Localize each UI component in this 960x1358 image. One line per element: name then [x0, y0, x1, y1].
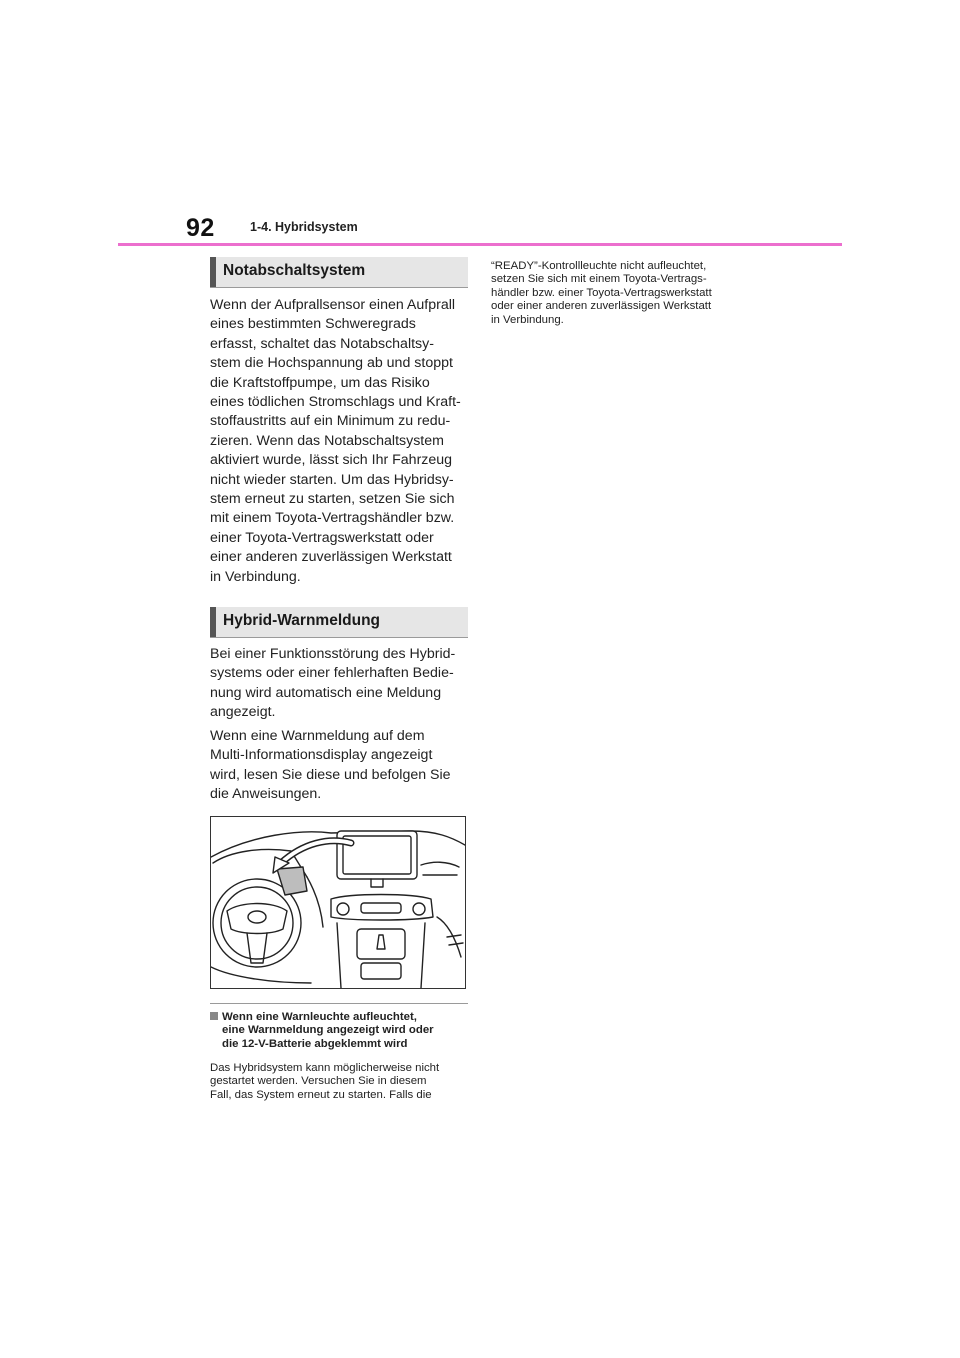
- section-heading-hybrid-warnmeldung: [210, 607, 468, 638]
- note-heading-line: die 12-V-Batterie abgeklemmt wird: [222, 1037, 408, 1050]
- text-line: einer Toyota-Vertragswerkstatt oder: [210, 529, 434, 546]
- text-line: aktiviert wurde, lässt sich Ihr Fahrzeug: [210, 452, 453, 469]
- text-line: Multi-Informationsdisplay angezeigt: [210, 747, 433, 764]
- note-line: in Verbindung.: [491, 313, 564, 326]
- note-text: [210, 1062, 472, 1102]
- section-heading-bar: [210, 607, 216, 637]
- text-line: angezeigt.: [210, 704, 276, 721]
- section-body-notabschaltsystem: [210, 296, 472, 587]
- figure-divider: [210, 1003, 468, 1004]
- text-line: stoffaustritts auf ein Minimum zu redu-: [210, 413, 451, 430]
- multi-information-display: [277, 867, 307, 895]
- text-line: nicht wieder starten. Um das Hybridsy-: [210, 471, 454, 488]
- text-line: die Anweisungen.: [210, 786, 322, 803]
- text-line: einer anderen zuverlässigen Werkstatt: [210, 549, 452, 566]
- section-heading-bar: [210, 257, 216, 287]
- text-line: Bei einer Funktionsstörung des Hybrid-: [210, 646, 456, 662]
- text-line: wird, lesen Sie diese und befolgen Sie: [210, 766, 451, 783]
- text-line: mit einem Toyota-Vertragshändler bzw.: [210, 510, 455, 527]
- section-heading-title: Hybrid-Warnmeldung: [223, 612, 381, 629]
- section-body-hybrid-warnmeldung-p1: [210, 645, 472, 723]
- section-body-hybrid-warnmeldung-p2: [210, 727, 472, 805]
- dashboard-illustration: [210, 816, 466, 989]
- text-line: in Verbindung.: [210, 568, 301, 585]
- note-heading-line: eine Warnmeldung angezeigt wird oder: [222, 1024, 434, 1037]
- note-line: “READY”-Kontrollleuchte nicht aufleuchtet,: [491, 260, 707, 272]
- note-line: setzen Sie sich mit einem Toyota-Vertrags-: [491, 273, 707, 286]
- note-line: händler bzw. einer Toyota-Vertragswerkstatt: [491, 286, 712, 299]
- text-line: systems oder einer fehlerhaften Bedie-: [210, 665, 454, 682]
- page-number: 92: [186, 214, 215, 242]
- text-line: nung wird automatisch eine Meldung: [210, 684, 442, 701]
- chapter-title: 1-4. Hybridsystem: [250, 220, 358, 234]
- text-line: eines bestimmten Schweregrads: [210, 316, 416, 333]
- note-line: gestartet werden. Versuchen Sie in diesem: [210, 1075, 427, 1088]
- text-line: eines tödlichen Stromschlags und Kraft-: [210, 394, 461, 411]
- text-line: die Kraftstoffpumpe, um das Risiko: [210, 374, 430, 391]
- note-line: Das Hybridsystem kann möglicherweise nicht: [210, 1062, 440, 1074]
- text-line: erfasst, schaltet das Notabschaltsy-: [210, 335, 434, 352]
- note-continuation: [491, 260, 753, 327]
- note-heading-line: Wenn eine Warnleuchte aufleuchtet,: [222, 1011, 417, 1023]
- note-line: oder einer anderen zuverlässigen Werkstatt: [491, 300, 712, 313]
- note-line: Fall, das System erneut zu starten. Falls die: [210, 1088, 432, 1101]
- text-line: Wenn der Aufprallsensor einen Aufprall: [210, 297, 456, 313]
- text-line: stem erneut zu starten, setzen Sie sich: [210, 491, 455, 508]
- text-line: stem die Hochspannung ab und stoppt: [210, 355, 453, 372]
- header-rule: [118, 243, 842, 246]
- section-heading-title: Notabschaltsystem: [223, 262, 366, 279]
- center-display: [337, 831, 417, 879]
- text-line: Wenn eine Warnmeldung auf dem: [210, 728, 425, 744]
- section-heading-notabschaltsystem: [210, 257, 468, 288]
- text-line: zieren. Wenn das Notabschaltsystem: [210, 432, 444, 449]
- bullet-square-icon: [210, 1012, 218, 1020]
- note-heading: [210, 1011, 470, 1051]
- dashboard-drawing: [211, 817, 465, 988]
